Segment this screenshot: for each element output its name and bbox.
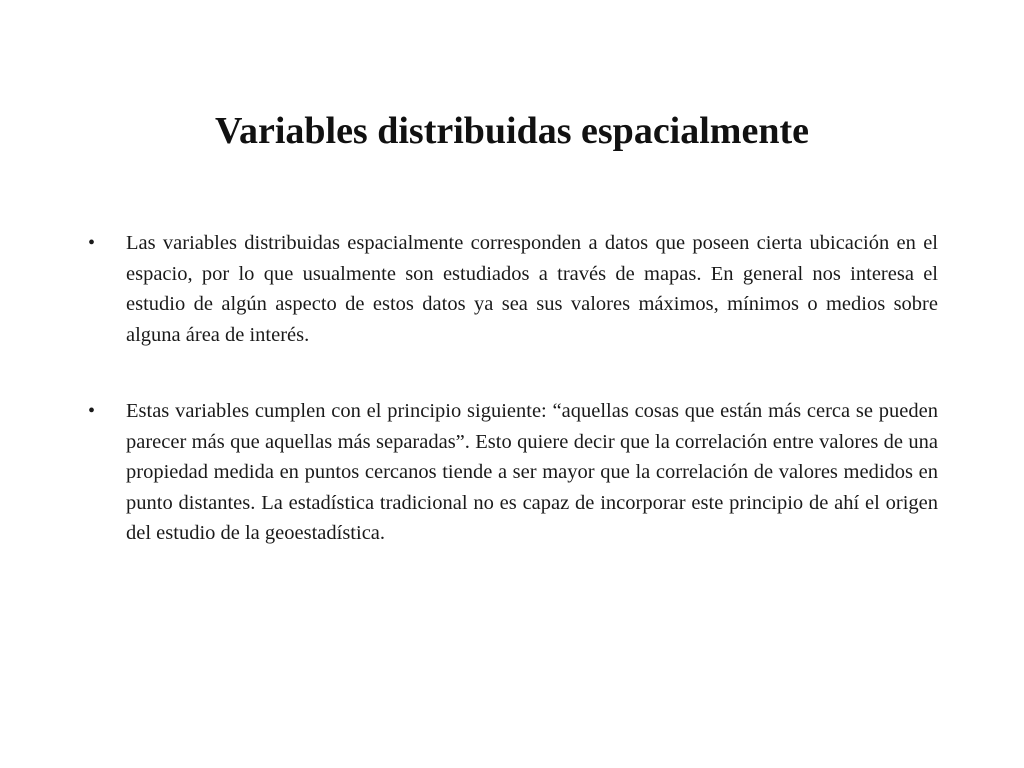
bullet-list bbox=[88, 228, 938, 549]
bullet-icon: • bbox=[88, 232, 96, 254]
bullet-text-2: Estas variables cumplen con el principio siguiente: “aquellas cosas que están más cerca se pueden parecer más que aquellas más separadas”. Esto quiere decir que la correlación entre valores de una propiedad medida en puntos cercanos tiende a ser mayor que la correlación de valores medidos en punto distantes. La estadística tradicional no es capaz de incorporar este principio de ahí el origen del estudio de la geoestadística. bbox=[126, 400, 938, 544]
slide-title: Variables distribuidas espacialmente bbox=[215, 110, 809, 152]
bullet-item-2 bbox=[88, 396, 938, 549]
bullet-item-1 bbox=[88, 228, 938, 350]
bullet-icon: • bbox=[88, 400, 96, 422]
bullet-text-1: Las variables distribuidas espacialmente corresponden a datos que poseen cierta ubicación en el espacio, por lo que usualmente son estudiados a través de mapas. En general nos interesa el estudio de algún aspecto de estos datos ya sea sus valores máximos, mínimos o medios sobre alguna área de interés. bbox=[126, 232, 938, 346]
